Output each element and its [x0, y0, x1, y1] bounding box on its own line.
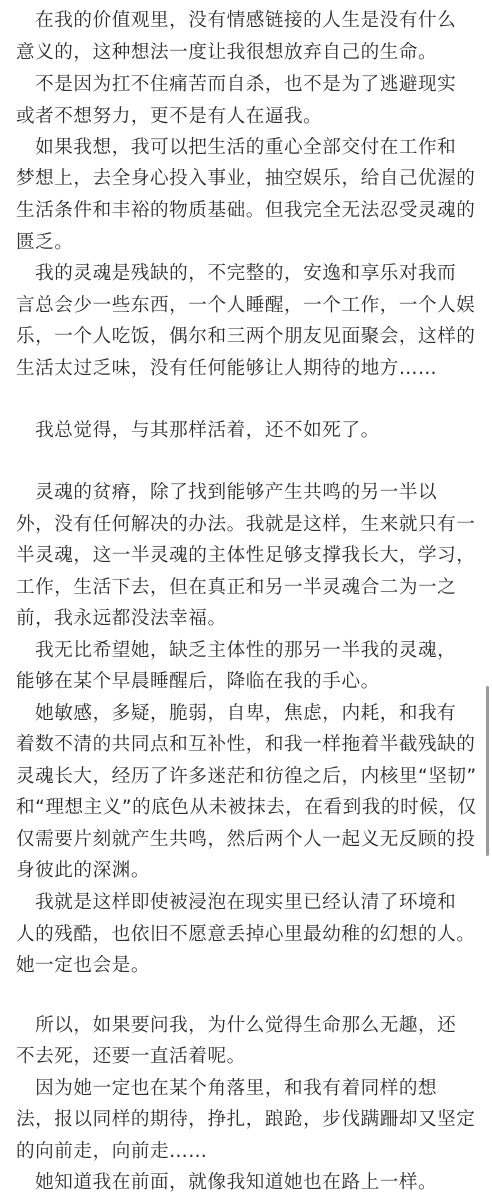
text-line: 言总会少一些东西，一个人睡醒，一个工作，一个人娱 — [16, 295, 476, 316]
scrollbar-thumb[interactable] — [486, 686, 489, 856]
text-line: 身彼此的深渊。 — [16, 860, 151, 881]
text-line: 她知道我在前面，就像我知道她也在路上一样。 — [16, 1172, 438, 1193]
text-line: 生活条件和丰裕的物质基础。但我完全无法忍受灵魂的 — [16, 200, 476, 221]
text-line: 的向前走，向前走…… — [16, 1141, 208, 1162]
text-line: 不是因为扛不住痛苦而自杀，也不是为了逃避现实 — [16, 74, 457, 95]
text-line: 仅需要片刻就产生共鸣，然后两个人一起义无反顾的投 — [16, 829, 476, 850]
text-line: 我总觉得，与其那样活着，还不如死了。 — [16, 420, 380, 441]
text-line: 和“理想主义”的底色从未被抹去，在看到我的时候，仅 — [16, 797, 477, 818]
text-line: 法，报以同样的期待，挣扎，踉跄，步伐蹒跚却又坚定 — [16, 1109, 476, 1130]
text-line: 我就是这样即使被浸泡在现实里已经认清了环境和 — [16, 892, 457, 913]
text-line: 不去死，还要一直活着呢。 — [16, 1046, 246, 1067]
text-line: 乐，一个人吃饭，偶尔和三两个朋友见面聚会，这样的 — [16, 326, 476, 347]
text-line: 半灵魂，这一半灵魂的主体性足够支撑我长大，学习， — [16, 545, 476, 566]
text-line: 她一定也会是。 — [16, 955, 151, 976]
text-line: 我无比希望她，缺乏主体性的那另一半我的灵魂， — [16, 640, 457, 661]
text-line: 匮乏。 — [16, 232, 74, 253]
text-line: 如果我想，我可以把生活的重心全部交付在工作和 — [16, 137, 457, 158]
text-line: 所以，如果要问我，为什么觉得生命那么无趣，还 — [16, 1015, 457, 1036]
text-line: 她敏感，多疑，脆弱，自卑，焦虑，内耗，和我有 — [16, 703, 457, 724]
text-line: 因为她一定也在某个角落里，和我有着同样的想 — [16, 1078, 438, 1099]
text-line: 着数不清的共同点和互补性，和我一样拖着半截残缺的 — [16, 734, 476, 755]
text-line: 意义的，这种想法一度让我很想放弃自己的生命。 — [16, 42, 438, 63]
text-line: 我的灵魂是残缺的，不完整的，安逸和享乐对我而 — [16, 263, 457, 284]
text-line: 生活太过乏味，没有任何能够让人期待的地方…… — [16, 358, 438, 379]
text-line: 在我的价值观里，没有情感链接的人生是没有什么 — [16, 10, 457, 31]
text-line: 工作，生活下去，但在真正和另一半灵魂合二为一之 — [16, 577, 457, 598]
text-line: 人的残酷，也依旧不愿意丢掉心里最幼稚的幻想的人。 — [16, 924, 476, 945]
text-line: 能够在某个早晨睡醒后，降临在我的手心。 — [16, 671, 380, 692]
text-line: 或者不想努力，更不是有人在逼我。 — [16, 106, 323, 127]
text-line: 外，没有任何解决的办法。我就是这样，生来就只有一 — [16, 514, 476, 535]
text-line: 灵魂长大，经历了许多迷茫和彷徨之后，内核里“坚韧” — [16, 766, 477, 787]
text-line: 灵魂的贫瘠，除了找到能够产生共鸣的另一半以 — [16, 482, 438, 503]
text-line: 前，我永远都没法幸福。 — [16, 608, 227, 629]
text-line: 梦想上，去全身心投入事业，抽空娱乐，给自己优渥的 — [16, 168, 476, 189]
